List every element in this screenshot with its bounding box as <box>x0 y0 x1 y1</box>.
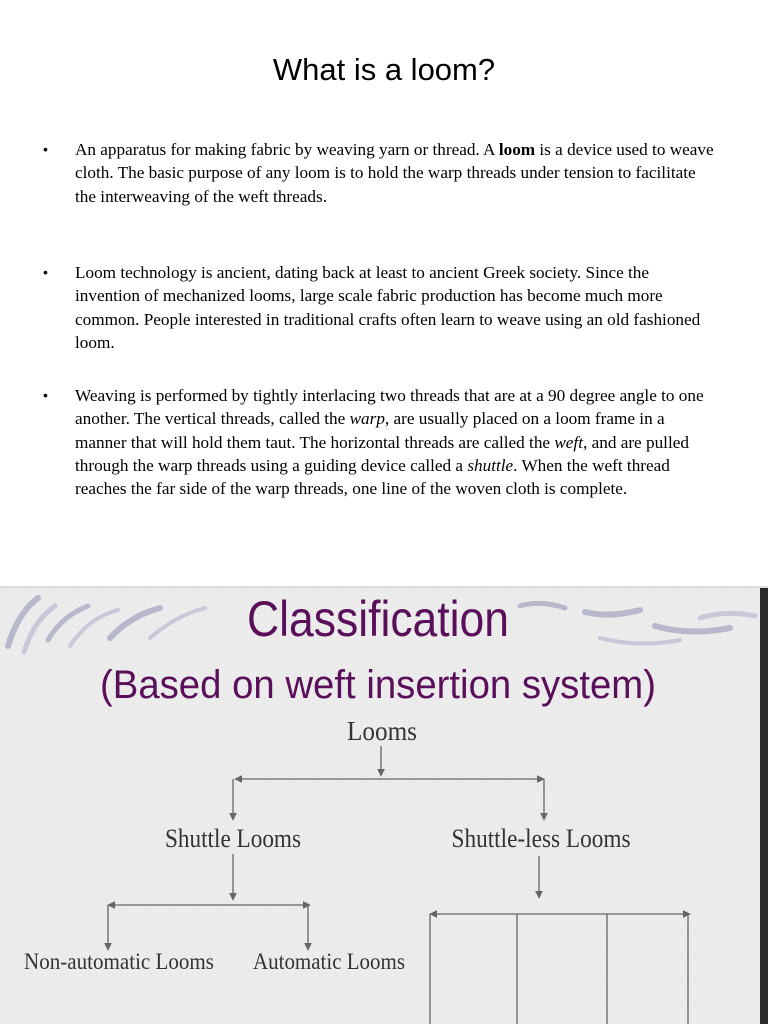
node-shuttle-looms: Shuttle Looms <box>165 824 301 853</box>
bullet-item <box>43 261 715 354</box>
bullet-item <box>43 384 715 500</box>
node-non-automatic-looms: Non-automatic Looms <box>24 949 215 974</box>
right-edge-bar <box>760 588 768 1024</box>
slide-title: What is a loom? <box>272 52 496 87</box>
italic-term: shuttle <box>467 455 514 475</box>
bullet-item <box>43 138 715 208</box>
bullet-text: is a device used to weave cloth. The basic purpose of any loom is to hold the warp threads under tension to facilitate the interweaving of the weft threads. <box>75 140 714 206</box>
bold-term: loom <box>498 140 536 159</box>
bullet-text: . When the weft thread reaches the far side of the warp threads, one line of the woven cloth is complete. <box>75 455 670 499</box>
node-shuttleless-looms: Shuttle-less Looms <box>451 824 631 853</box>
bullet-text: Weaving is performed by tightly interlacing two threads that are at a 90 degree angle to one another. The vertical threads, called the <box>75 386 704 429</box>
bullet-text: , and are pulled through the warp threads using a guiding device called a <box>75 432 689 475</box>
node-automatic-looms: Automatic Looms <box>253 949 406 974</box>
bullet-icon: • <box>43 264 48 280</box>
node-looms: Looms <box>347 716 417 746</box>
slide-classification <box>0 588 768 1024</box>
classification-title: Classification <box>247 591 509 647</box>
classification-subtitle: (Based on weft insertion system) <box>100 663 656 707</box>
italic-term: warp <box>349 409 385 429</box>
bullet-icon: • <box>43 387 48 403</box>
bullet-text: , are usually placed on a loom frame in a manner that will hold them taut. The horizontal threads are called the <box>75 409 665 452</box>
bullet-icon: • <box>43 141 48 157</box>
classification-diagram <box>0 588 768 1024</box>
bullet-text: An apparatus for making fabric by weaving yarn or thread. A <box>75 140 499 159</box>
bullet-text: Loom technology is ancient, dating back at least to ancient Greek society. Since the invention of mechanized looms, large scale fabric production has become much more common. People interested in traditional crafts often learn to weave using an old fashioned loom. <box>75 263 701 352</box>
italic-term: weft <box>554 432 583 452</box>
